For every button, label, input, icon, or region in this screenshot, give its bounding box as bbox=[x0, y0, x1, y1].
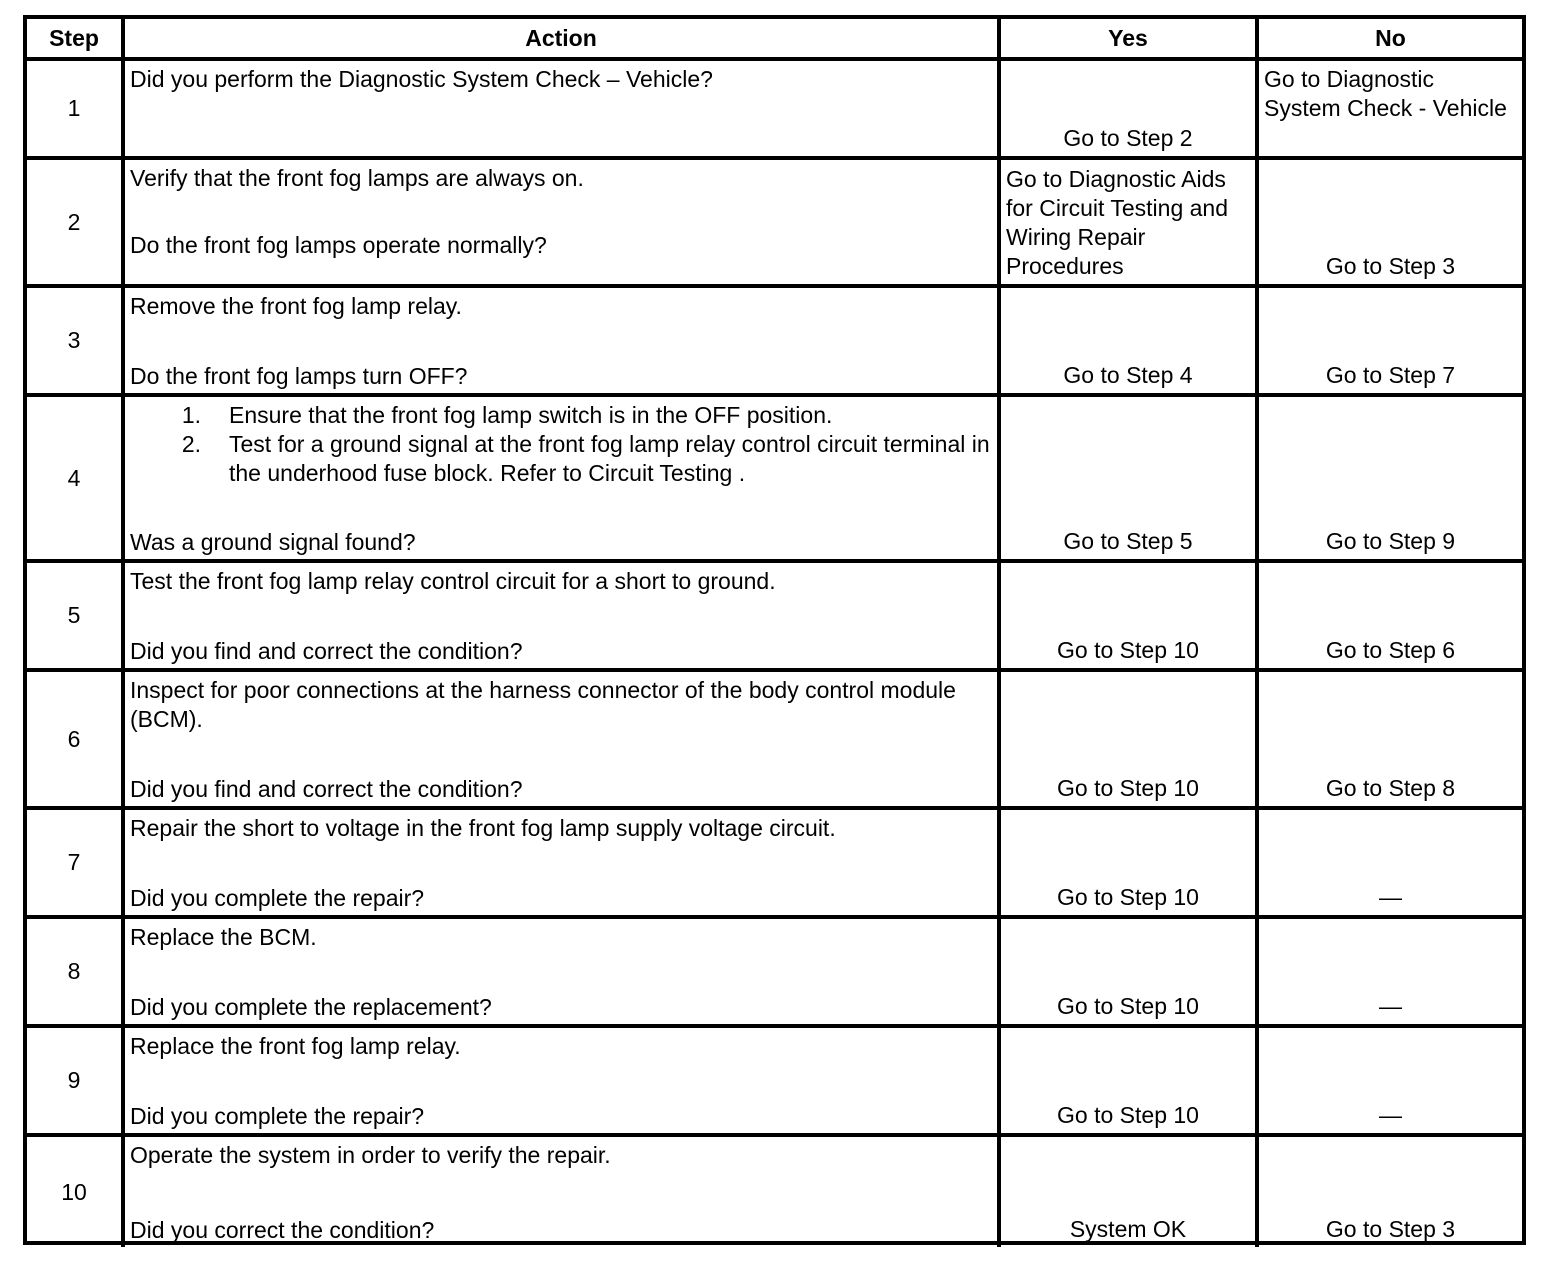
list-number: 2. bbox=[181, 431, 201, 457]
header-no: No bbox=[1257, 19, 1522, 59]
action-cell bbox=[123, 561, 999, 670]
action-text: Remove the front fog lamp relay. bbox=[130, 293, 462, 319]
table-row bbox=[27, 1135, 1522, 1247]
no-cell: — bbox=[1257, 808, 1522, 917]
diagnostic-table bbox=[23, 15, 1526, 1245]
step-number: 2 bbox=[27, 158, 123, 286]
yes-cell: Go to Step 2 bbox=[999, 59, 1257, 158]
yes-cell: Go to Step 4 bbox=[999, 286, 1257, 395]
list-text: Ensure that the front fog lamp switch is in the OFF position. bbox=[229, 402, 833, 428]
action-text: Operate the system in order to verify the repair. bbox=[130, 1142, 611, 1168]
header-yes: Yes bbox=[999, 19, 1257, 59]
table-row bbox=[27, 59, 1522, 158]
step-number: 8 bbox=[27, 917, 123, 1026]
header-step: Step bbox=[27, 19, 123, 59]
action-cell bbox=[123, 917, 999, 1026]
list-item bbox=[130, 430, 991, 488]
yes-cell: Go to Diagnostic Aids for Circuit Testing and Wiring Repair Procedures bbox=[999, 158, 1257, 286]
action-text: Inspect for poor connections at the harness connector of the body control module (BCM). bbox=[130, 677, 956, 732]
no-cell: Go to Step 6 bbox=[1257, 561, 1522, 670]
table-row bbox=[27, 670, 1522, 808]
list-text: Test for a ground signal at the front fog lamp relay control circuit terminal in the underhood fuse block. Refer to Circuit Testing . bbox=[229, 431, 990, 486]
numbered-list bbox=[130, 401, 991, 488]
question-text: Do the front fog lamps operate normally? bbox=[130, 232, 547, 258]
header-action: Action bbox=[123, 19, 999, 59]
table-row bbox=[27, 158, 1522, 286]
step-number: 7 bbox=[27, 808, 123, 917]
yes-cell: System OK bbox=[999, 1135, 1257, 1247]
action-text: Verify that the front fog lamps are always on. bbox=[130, 165, 584, 191]
table-row bbox=[27, 808, 1522, 917]
action-text: Did you perform the Diagnostic System Check – Vehicle? bbox=[130, 66, 713, 92]
question-text: Did you correct the condition? bbox=[130, 1217, 435, 1243]
question-text: Did you complete the repair? bbox=[130, 1103, 425, 1129]
step-number: 10 bbox=[27, 1135, 123, 1247]
step-number: 3 bbox=[27, 286, 123, 395]
no-cell: Go to Step 8 bbox=[1257, 670, 1522, 808]
question-text: Do the front fog lamps turn OFF? bbox=[130, 363, 468, 389]
no-cell: Go to Step 3 bbox=[1257, 158, 1522, 286]
step-number: 4 bbox=[27, 395, 123, 561]
yes-cell: Go to Step 10 bbox=[999, 561, 1257, 670]
no-cell: — bbox=[1257, 1026, 1522, 1135]
action-text: Test the front fog lamp relay control circuit for a short to ground. bbox=[130, 568, 776, 594]
action-cell bbox=[123, 59, 999, 158]
no-cell: Go to Step 3 bbox=[1257, 1135, 1522, 1247]
steps-table bbox=[27, 19, 1522, 1247]
yes-cell: Go to Step 10 bbox=[999, 917, 1257, 1026]
yes-cell: Go to Step 10 bbox=[999, 670, 1257, 808]
header-row bbox=[27, 19, 1522, 59]
yes-cell: Go to Step 10 bbox=[999, 1026, 1257, 1135]
list-item bbox=[130, 401, 991, 430]
table-row bbox=[27, 286, 1522, 395]
action-cell bbox=[123, 808, 999, 917]
action-text: Replace the front fog lamp relay. bbox=[130, 1033, 461, 1059]
table-row bbox=[27, 1026, 1522, 1135]
no-cell: Go to Diagnostic System Check - Vehicle bbox=[1257, 59, 1522, 158]
no-cell: Go to Step 9 bbox=[1257, 395, 1522, 561]
question-text: Did you complete the repair? bbox=[130, 885, 425, 911]
action-cell bbox=[123, 1026, 999, 1135]
table-row bbox=[27, 917, 1522, 1026]
action-cell bbox=[123, 1135, 999, 1247]
action-text: Repair the short to voltage in the front fog lamp supply voltage circuit. bbox=[130, 815, 836, 841]
action-cell bbox=[123, 395, 999, 561]
action-cell bbox=[123, 158, 999, 286]
yes-cell: Go to Step 10 bbox=[999, 808, 1257, 917]
table-row bbox=[27, 561, 1522, 670]
action-text: Replace the BCM. bbox=[130, 924, 317, 950]
question-text: Did you complete the replacement? bbox=[130, 994, 492, 1020]
action-cell bbox=[123, 670, 999, 808]
action-cell bbox=[123, 286, 999, 395]
question-text: Was a ground signal found? bbox=[130, 529, 416, 555]
no-cell: Go to Step 7 bbox=[1257, 286, 1522, 395]
step-number: 1 bbox=[27, 59, 123, 158]
step-number: 9 bbox=[27, 1026, 123, 1135]
table-row bbox=[27, 395, 1522, 561]
yes-cell: Go to Step 5 bbox=[999, 395, 1257, 561]
no-cell: — bbox=[1257, 917, 1522, 1026]
question-text: Did you find and correct the condition? bbox=[130, 638, 523, 664]
step-number: 5 bbox=[27, 561, 123, 670]
step-number: 6 bbox=[27, 670, 123, 808]
question-text: Did you find and correct the condition? bbox=[130, 776, 523, 802]
list-number: 1. bbox=[181, 402, 201, 428]
